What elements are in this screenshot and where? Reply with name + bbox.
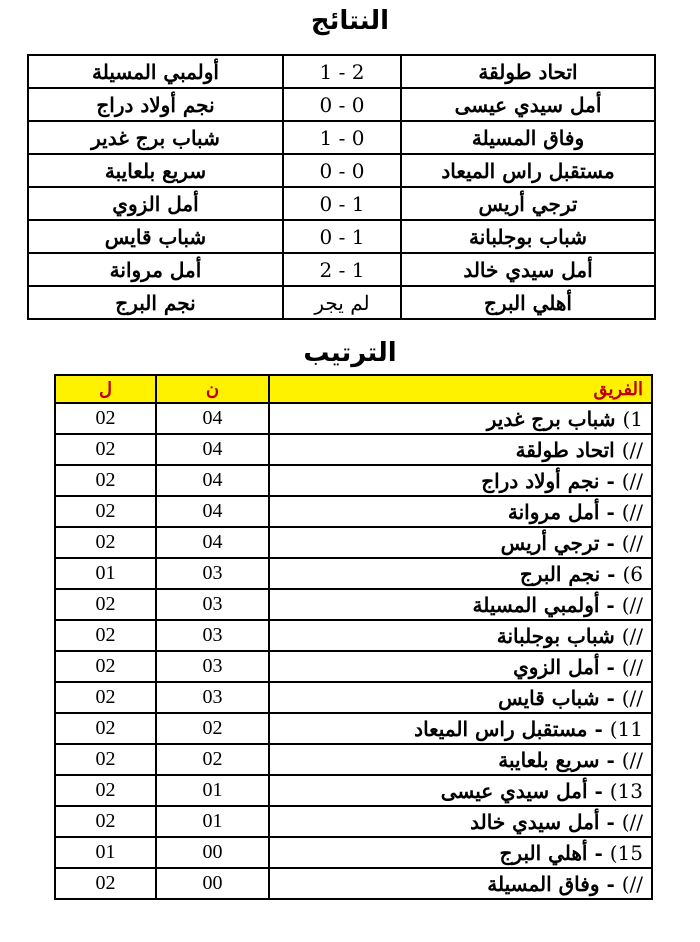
team-cell bbox=[269, 527, 652, 558]
played-cell: 02 bbox=[55, 620, 156, 651]
results-title: النتائج bbox=[310, 6, 390, 36]
away-team: شباب قايس bbox=[28, 220, 283, 253]
points-cell: 01 bbox=[156, 806, 269, 837]
team-name: - أهلي البرج bbox=[499, 840, 603, 865]
points-cell: 04 bbox=[156, 403, 269, 434]
points-cell: 00 bbox=[156, 868, 269, 899]
played-cell: 02 bbox=[55, 434, 156, 465]
team-name: - شباب قايس bbox=[498, 685, 615, 710]
points-cell: 04 bbox=[156, 465, 269, 496]
rank-number: //) bbox=[621, 592, 643, 617]
team-name: - أمل الزوي bbox=[513, 654, 615, 679]
ranking-row bbox=[55, 682, 652, 713]
rank-number: 13) bbox=[609, 778, 643, 803]
rank-number: //) bbox=[621, 437, 643, 462]
match-row bbox=[28, 187, 655, 220]
ranking-row bbox=[55, 496, 652, 527]
played-cell: 02 bbox=[55, 651, 156, 682]
match-row bbox=[28, 88, 655, 121]
rank-number: 15) bbox=[609, 840, 643, 865]
team-cell bbox=[269, 589, 652, 620]
match-score: 1 - 0 bbox=[283, 121, 401, 154]
points-cell: 02 bbox=[156, 713, 269, 744]
points-cell: 03 bbox=[156, 682, 269, 713]
points-cell: 04 bbox=[156, 434, 269, 465]
played-cell: 02 bbox=[55, 403, 156, 434]
away-team: أولمبي المسيلة bbox=[28, 55, 283, 88]
ranking-row bbox=[55, 775, 652, 806]
played-cell: 02 bbox=[55, 713, 156, 744]
home-team: وفاق المسيلة bbox=[401, 121, 655, 154]
played-cell: 02 bbox=[55, 465, 156, 496]
home-team: مستقبل راس الميعاد bbox=[401, 154, 655, 187]
home-team: أمل سيدي خالد bbox=[401, 253, 655, 286]
rank-number: //) bbox=[621, 685, 643, 710]
rank-number: 11) bbox=[609, 716, 643, 741]
points-cell: 00 bbox=[156, 837, 269, 868]
points-cell: 03 bbox=[156, 620, 269, 651]
ranking-row bbox=[55, 620, 652, 651]
match-score: 1 - 2 bbox=[283, 55, 401, 88]
team-name: - وفاق المسيلة bbox=[487, 871, 615, 896]
ranking-header-row bbox=[55, 375, 652, 403]
team-cell bbox=[269, 868, 652, 899]
home-team: اتحاد طولقة bbox=[401, 55, 655, 88]
ranking-title: الترتيب bbox=[303, 338, 397, 368]
team-name: - ترجي أريس bbox=[500, 530, 615, 555]
team-cell bbox=[269, 465, 652, 496]
rank-number: //) bbox=[621, 468, 643, 493]
points-cell: 03 bbox=[156, 589, 269, 620]
team-cell bbox=[269, 713, 652, 744]
match-score: 0 - 0 bbox=[283, 88, 401, 121]
ranking-row bbox=[55, 527, 652, 558]
rank-number: //) bbox=[621, 530, 643, 555]
played-cell: 02 bbox=[55, 589, 156, 620]
home-team: أمل سيدي عيسى bbox=[401, 88, 655, 121]
away-team: نجم البرج bbox=[28, 286, 283, 319]
played-cell: 02 bbox=[55, 682, 156, 713]
team-cell bbox=[269, 651, 652, 682]
ranking-row bbox=[55, 868, 652, 899]
points-cell: 02 bbox=[156, 744, 269, 775]
match-row bbox=[28, 55, 655, 88]
played-cell: 01 bbox=[55, 558, 156, 589]
header-points: ن bbox=[156, 375, 269, 403]
played-cell: 02 bbox=[55, 806, 156, 837]
played-cell: 02 bbox=[55, 868, 156, 899]
ranking-table bbox=[54, 374, 653, 900]
team-name: شباب برج غدير bbox=[486, 406, 616, 431]
points-cell: 04 bbox=[156, 527, 269, 558]
played-cell: 02 bbox=[55, 744, 156, 775]
points-cell: 01 bbox=[156, 775, 269, 806]
match-score: لم يجر bbox=[283, 286, 401, 319]
away-team: أمل مروانة bbox=[28, 253, 283, 286]
team-cell bbox=[269, 682, 652, 713]
match-row bbox=[28, 286, 655, 319]
played-cell: 01 bbox=[55, 837, 156, 868]
team-cell bbox=[269, 403, 652, 434]
team-name: - سريع بلعايبة bbox=[498, 747, 615, 772]
team-cell bbox=[269, 744, 652, 775]
ranking-row bbox=[55, 713, 652, 744]
rank-number: 1) bbox=[622, 406, 643, 431]
played-cell: 02 bbox=[55, 496, 156, 527]
match-row bbox=[28, 121, 655, 154]
match-row bbox=[28, 253, 655, 286]
rank-number: //) bbox=[621, 871, 643, 896]
rank-number: //) bbox=[621, 654, 643, 679]
ranking-row bbox=[55, 465, 652, 496]
team-name: شباب بوجلبانة bbox=[496, 623, 615, 648]
away-team: أمل الزوي bbox=[28, 187, 283, 220]
match-row bbox=[28, 220, 655, 253]
home-team: أهلي البرج bbox=[401, 286, 655, 319]
team-name: - أمل مروانة bbox=[507, 499, 615, 524]
points-cell: 03 bbox=[156, 651, 269, 682]
points-cell: 04 bbox=[156, 496, 269, 527]
rank-number: //) bbox=[621, 809, 643, 834]
match-score: 2 - 1 bbox=[283, 253, 401, 286]
team-name: - مستقبل راس الميعاد bbox=[414, 716, 603, 741]
ranking-row bbox=[55, 744, 652, 775]
home-team: ترجي أريس bbox=[401, 187, 655, 220]
header-played: ل bbox=[55, 375, 156, 403]
team-cell bbox=[269, 775, 652, 806]
team-name: - أولمبي المسيلة bbox=[472, 592, 615, 617]
ranking-row bbox=[55, 589, 652, 620]
team-name: - أمل سيدي عيسى bbox=[440, 778, 603, 803]
away-team: نجم أولاد دراج bbox=[28, 88, 283, 121]
team-name: - أمل سيدي خالد bbox=[470, 809, 615, 834]
team-cell bbox=[269, 620, 652, 651]
match-row bbox=[28, 154, 655, 187]
team-name: اتحاد طولقة bbox=[515, 437, 615, 462]
away-team: سريع بلعايبة bbox=[28, 154, 283, 187]
team-cell bbox=[269, 837, 652, 868]
ranking-row bbox=[55, 837, 652, 868]
match-score: 0 - 1 bbox=[283, 220, 401, 253]
ranking-row bbox=[55, 403, 652, 434]
ranking-row bbox=[55, 434, 652, 465]
results-table bbox=[27, 54, 656, 320]
match-score: 0 - 1 bbox=[283, 187, 401, 220]
rank-number: //) bbox=[621, 747, 643, 772]
rank-number: //) bbox=[621, 623, 643, 648]
header-team: الفريق bbox=[269, 375, 652, 403]
team-name: - نجم البرج bbox=[519, 561, 616, 586]
rank-number: //) bbox=[621, 499, 643, 524]
ranking-row bbox=[55, 806, 652, 837]
match-score: 0 - 0 bbox=[283, 154, 401, 187]
away-team: شباب برج غدير bbox=[28, 121, 283, 154]
played-cell: 02 bbox=[55, 775, 156, 806]
rank-number: 6) bbox=[622, 561, 643, 586]
ranking-row bbox=[55, 651, 652, 682]
played-cell: 02 bbox=[55, 527, 156, 558]
team-cell bbox=[269, 558, 652, 589]
team-cell bbox=[269, 496, 652, 527]
team-cell bbox=[269, 806, 652, 837]
team-name: - نجم أولاد دراج bbox=[481, 468, 615, 493]
points-cell: 03 bbox=[156, 558, 269, 589]
ranking-row bbox=[55, 558, 652, 589]
home-team: شباب بوجلبانة bbox=[401, 220, 655, 253]
team-cell bbox=[269, 434, 652, 465]
